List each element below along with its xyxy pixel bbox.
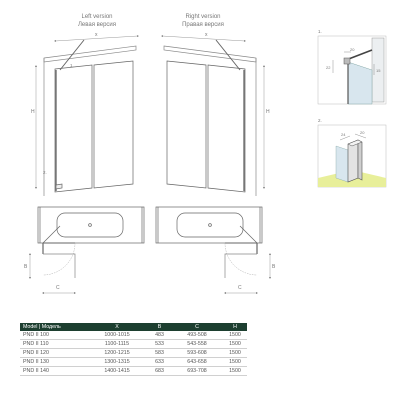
left-marker-2: 2. (43, 170, 47, 175)
cell-b: 683 (148, 367, 171, 376)
header-model: Model | Модель (20, 323, 86, 331)
left-dim-h: H (31, 109, 35, 115)
specification-table (20, 323, 247, 376)
left-marker-1: 1. (70, 63, 74, 68)
left-plan-drawing (30, 207, 144, 293)
cell-c: 543-558 (171, 340, 223, 349)
cell-b: 533 (148, 340, 171, 349)
cell-x: 1200-1215 (86, 349, 148, 358)
cell-h: 1500 (223, 367, 247, 376)
cell-b: 583 (148, 349, 171, 358)
right-version-title-ru: Правая версия (182, 22, 224, 28)
detail-2-dim-b: 20 (360, 130, 365, 135)
header-b: B (148, 323, 171, 331)
detail-1-dim-c: 15 (376, 68, 381, 73)
cell-model: PND II 120 (20, 349, 86, 358)
cell-x: 1100-1115 (86, 340, 148, 349)
detail-1-marker: 1. (318, 29, 322, 34)
left-version-title-ru: Левая версия (77, 22, 117, 28)
detail-2-dim-a: 24 (341, 132, 346, 137)
left-plan-dim-c: C (56, 285, 60, 291)
table-row (20, 331, 247, 340)
table-header-row (20, 323, 247, 331)
cell-model: PND II 130 (20, 358, 86, 367)
cell-model: PND II 100 (20, 331, 86, 340)
right-dim-x: x (205, 32, 208, 38)
left-plan-dim-b: B (24, 264, 28, 270)
table-row (20, 349, 247, 358)
header-c: C (171, 323, 223, 331)
left-version-title: Left version (81, 14, 113, 20)
cell-c: 693-708 (171, 367, 223, 376)
header-x: X (86, 323, 148, 331)
cell-h: 1500 (223, 331, 247, 340)
cell-x: 1300-1315 (86, 358, 148, 367)
detail-2-drawing (318, 125, 386, 187)
right-dim-h: H (266, 109, 270, 115)
right-plan-dim-b: B (272, 264, 276, 270)
right-plan-drawing (156, 207, 270, 293)
left-elevation-drawing (36, 36, 138, 196)
cell-x: 1000-1015 (86, 331, 148, 340)
right-version-title: Right version (185, 14, 221, 20)
table-row (20, 358, 247, 367)
detail-1-dim-b: 22 (326, 65, 331, 70)
cell-h: 1500 (223, 358, 247, 367)
cell-c: 593-608 (171, 349, 223, 358)
right-plan-dim-c: C (238, 285, 242, 291)
cell-b: 483 (148, 331, 171, 340)
right-elevation-drawing (162, 36, 264, 196)
cell-h: 1500 (223, 340, 247, 349)
table-row (20, 367, 247, 376)
left-dim-x: x (95, 32, 98, 38)
table-row (20, 340, 247, 349)
header-h: H (223, 323, 247, 331)
cell-x: 1400-1415 (86, 367, 148, 376)
cell-model: PND II 110 (20, 340, 86, 349)
cell-b: 633 (148, 358, 171, 367)
cell-model: PND II 140 (20, 367, 86, 376)
cell-c: 643-658 (171, 358, 223, 367)
cell-c: 493-508 (171, 331, 223, 340)
detail-1-dim-a: 20 (350, 47, 355, 52)
cell-h: 1500 (223, 349, 247, 358)
detail-2-marker: 2. (318, 118, 322, 123)
